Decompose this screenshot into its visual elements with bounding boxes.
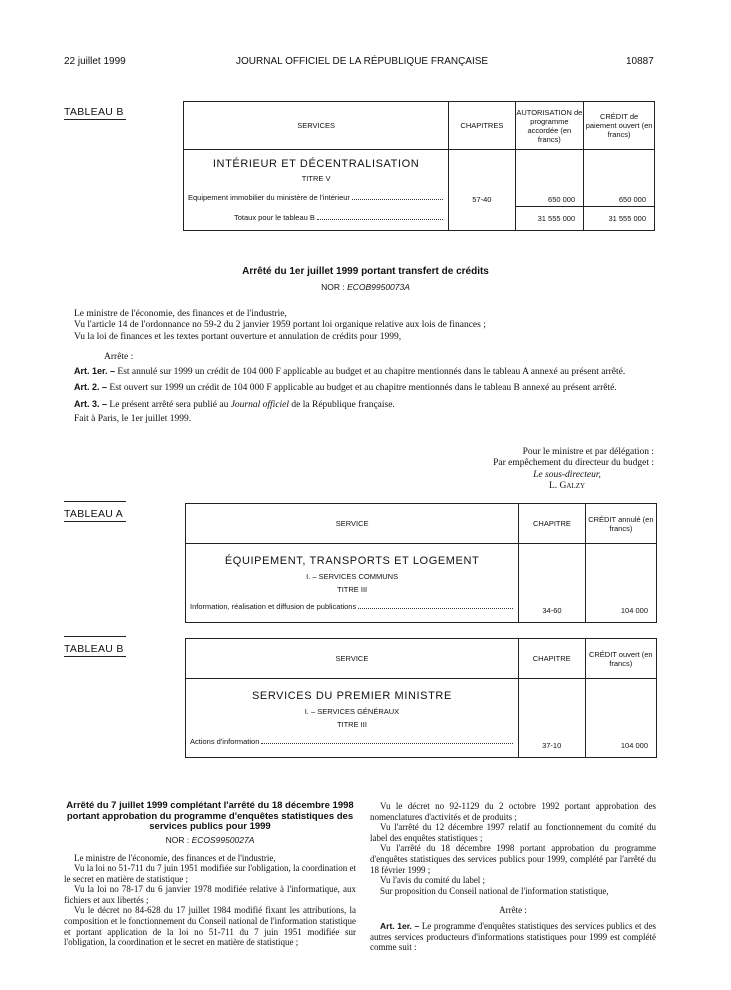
arrete2-right-column [370, 801, 656, 953]
table-b1-total: Totaux pour le tableau B [234, 213, 444, 222]
col-chapitre: CHAPITRE [519, 504, 586, 544]
arrete1-title: Arrêté du 1er juillet 1999 portant transfert de crédits [242, 266, 489, 277]
table-a-subsection: I. – SERVICES COMMUNS [306, 572, 399, 581]
arrete2-left-p2: Vu la loi no 51-711 du 7 juin 1951 modifiée sur l'obligation, la coordination et le secret en matière de statistique ; [64, 863, 356, 884]
table-b1-autorisation: 650 000 [516, 195, 584, 207]
arrete1-p3: Vu la loi de finances et les textes portant ouverture et annulation de crédits pour 1999, [74, 331, 402, 342]
table-a [185, 503, 657, 623]
header-date: 22 juillet 1999 [64, 56, 126, 67]
table-a-chapitre: 34-60 [542, 606, 562, 615]
table-b1-titre: TITRE V [301, 174, 331, 183]
arrete1-fait: Fait à Paris, le 1er juillet 1999. [74, 414, 192, 425]
table-b2-chapitre: 37-10 [542, 741, 562, 750]
sig-line2: Par empêchement du directeur du budget : [493, 458, 654, 469]
sig-name: L. Galzy [548, 480, 586, 491]
arrete2-arrete: Arrête : [499, 905, 527, 916]
table-a-titre: TITRE III [337, 585, 368, 594]
arrete2-right-p2: Vu l'arrêté du 12 décembre 1997 relatif au fonctionnement du comité du label des enquêtes statistiques ; [370, 822, 656, 843]
col-services: SERVICES [184, 102, 449, 150]
arrete2-right-p3: Vu l'arrêté du 18 décembre 1998 portant approbation du programme d'enquêtes statistiques des services publics pour 1999, complété par l'arrêté du 18 février 1999 ; [370, 843, 656, 875]
col-service: SERVICE [186, 504, 519, 544]
arrete1-p1: Le ministre de l'économie, des finances et de l'industrie, [74, 309, 287, 319]
table-b2-subsection: I. – SERVICES GÉNÉRAUX [304, 707, 400, 716]
arrete2-title: Arrêté du 7 juillet 1999 complétant l'arrêté du 18 décembre 1998 portant approbation du programme d'enquêtes statistiques des services publics pour 1999 [66, 800, 354, 832]
table-b2-titre: TITRE III [336, 720, 367, 729]
arrete2-right-p1: Vu le décret no 92-1129 du 2 octobre 1992 portant approbation des nomenclatures d'activités et de produits ; [370, 801, 656, 822]
sig-line1: Pour le ministre et par délégation : [522, 447, 654, 457]
arrete1-art2: Art. 2. – Est ouvert sur 1999 un crédit de 104 000 F applicable au budget et au chapitre mentionnés dans le tableau B annexé au présent arrêté. [74, 382, 617, 394]
arrete1-art3: Art. 3. – Le présent arrêté sera publié au Journal officiel de la République française. [74, 398, 395, 410]
arrete1-arrete: Arrête : [104, 351, 134, 362]
arrete1-art1: Art. 1er. – Est annulé sur 1999 un crédit de 104 000 F applicable au budget et au chapitre mentionnés dans le tableau A annexé au présent arrêté. [74, 366, 626, 378]
arrete1-signature [400, 447, 654, 492]
table-b1-total-credit: 31 555 000 [608, 214, 646, 223]
table-a-credit: 104 000 [620, 606, 648, 615]
arrete1-nor: NOR : ECOB9950073A [321, 282, 410, 292]
arrete2-nor: NOR : ECOS9950027A [165, 834, 255, 845]
arrete2-left-column [64, 801, 356, 948]
arrete1-p2: Vu l'article 14 de l'ordonnance no 59-2 du 2 janvier 1959 portant loi organique relative aux lois de finances ; [74, 320, 486, 331]
table-b1-row: Equipement immobilier du ministère de l'intérieur [188, 193, 444, 202]
sig-line3: Le sous-directeur, [533, 469, 601, 480]
table-b1-section: INTÉRIEUR ET DÉCENTRALISATION [212, 158, 420, 170]
table-b1 [183, 101, 655, 231]
arrete1-body [64, 309, 654, 425]
divider-b [64, 636, 126, 637]
table-b2-tag: TABLEAU B [64, 643, 126, 657]
col-chapitres: CHAPITRES [449, 102, 515, 150]
col-autorisation: AUTORISATION de programme accordée (en francs) [515, 102, 584, 150]
table-b2-section: SERVICES DU PREMIER MINISTRE [251, 690, 452, 702]
page-number: 10887 [626, 56, 654, 67]
table-a-section: ÉQUIPEMENT, TRANSPORTS ET LOGEMENT [224, 555, 480, 567]
table-b2 [185, 638, 657, 758]
col-credit-ouvert: CRÉDIT ouvert (en francs) [585, 639, 656, 679]
table-b2-row: Actions d'information [190, 737, 514, 746]
arrete2-right-p5: Sur proposition du Conseil national de l'information statistique, [380, 885, 609, 896]
arrete2-right-p4: Vu l'avis du comité du label ; [380, 875, 486, 886]
arrete2-art1: Art. 1er. – Le programme d'enquêtes statistiques des services publics et des autres services producteurs d'informations statistiques pour 1999 est complété comme suit : [370, 920, 657, 953]
table-b2-credit: 104 000 [620, 741, 648, 750]
table-a-tag: TABLEAU A [64, 508, 126, 522]
journal-title: JOURNAL OFFICIEL DE LA RÉPUBLIQUE FRANÇAISE [236, 56, 489, 67]
table-b1-tag: TABLEAU B [64, 106, 126, 120]
table-b1-total-autorisation: 31 555 000 [537, 214, 576, 223]
col-credit: CRÉDIT de paiement ouvert (en francs) [584, 102, 655, 150]
table-a-row: Information, réalisation et diffusion de publications [190, 602, 514, 611]
col-service: SERVICE [186, 639, 519, 679]
arrete2-left-p4: Vu le décret no 84-628 du 17 juillet 1984 modifié fixant les attributions, la composition et le fonctionnement du Conseil national de l'information statistique et portant application de la loi no 51-711 du 7 juin 1951 modifiée sur l'obligation, la coordination et le secret en matière de statistique ; [64, 905, 356, 948]
col-chapitre: CHAPITRE [518, 639, 585, 679]
arrete2-left-p1: Le ministre de l'économie, des finances et de l'industrie, [74, 852, 276, 863]
arrete2-left-p3: Vu la loi no 78-17 du 6 janvier 1978 modifiée relative à l'informatique, aux fichiers et aux libertés ; [64, 884, 356, 905]
col-credit-annule: CRÉDIT annulé (en francs) [585, 504, 656, 544]
divider-a [64, 501, 126, 502]
table-b1-credit: 650 000 [584, 195, 654, 207]
table-b1-chapitre: 57-40 [472, 195, 492, 204]
